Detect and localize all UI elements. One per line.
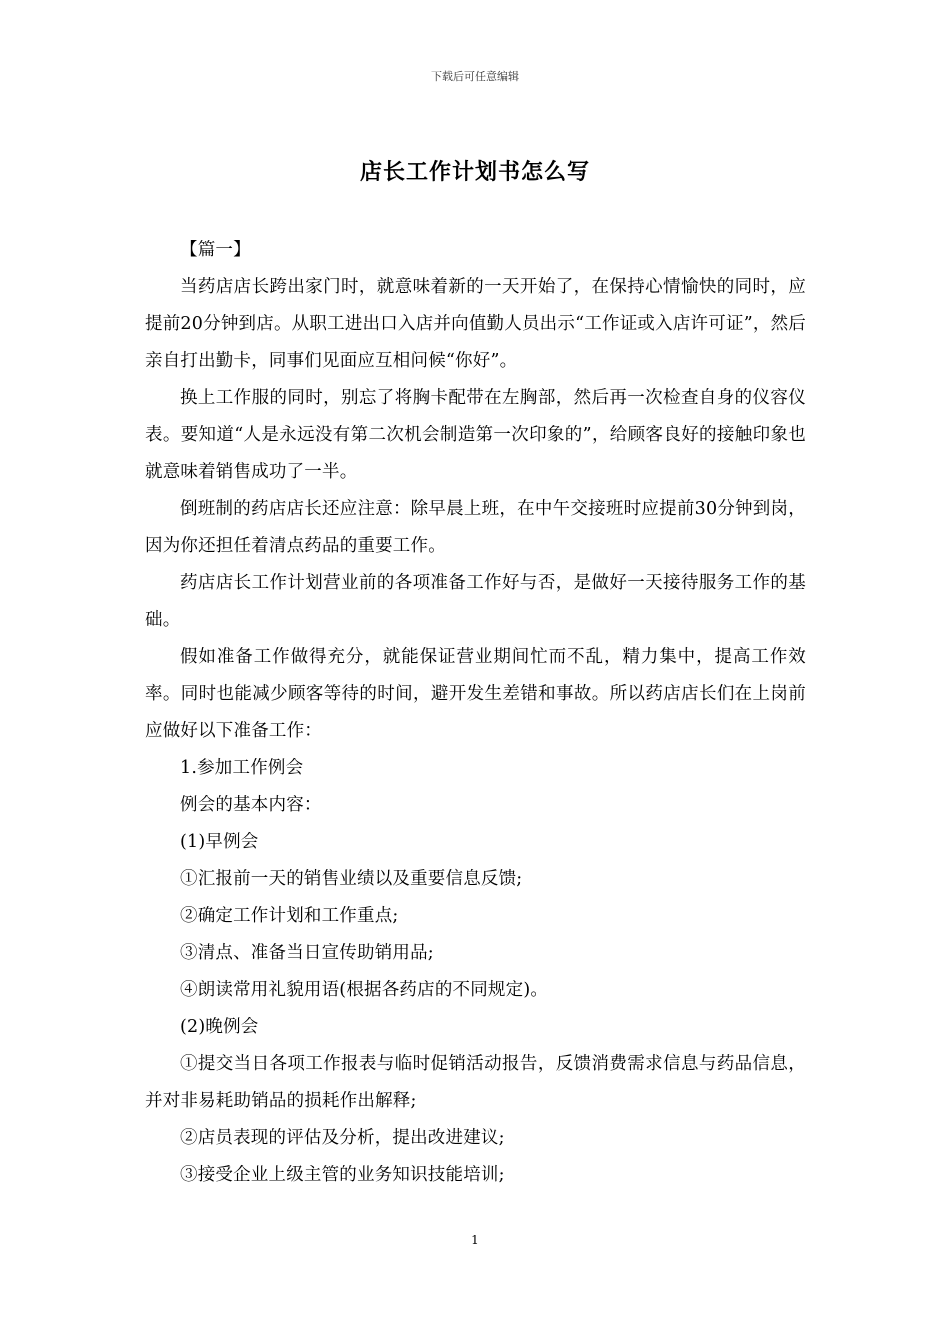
list-item: ①提交当日各项工作报表与临时促销活动报告，反馈消费需求信息与药品信息，并对非易耗助销品的损耗作出解释; bbox=[145, 1054, 806, 1111]
list-item: ①汇报前一天的销售业绩以及重要信息反馈; bbox=[180, 869, 523, 889]
list-item: ③清点、准备当日宣传助销用品; bbox=[180, 943, 434, 963]
subsection-heading: (2)晚例会 bbox=[180, 1017, 259, 1037]
subsection-heading: (1)早例会 bbox=[180, 832, 259, 852]
paragraph: 倒班制的药店店长还应注意：除早晨上班，在中午交接班时应提前30分钟到岗，因为你还担任着清点药品的重要工作。 bbox=[145, 499, 806, 556]
paragraph: 当药店店长跨出家门时，就意味着新的一天开始了，在保持心情愉快的同时，应提前20分钟到店。从职工进出口入店并向值勤人员出示“工作证或入店许可证”，然后亲自打出勤卡，同事们见面应互相问候“你好”。 bbox=[145, 277, 806, 371]
section-heading: 1.参加工作例会 bbox=[180, 758, 304, 778]
list-item: ③接受企业上级主管的业务知识技能培训; bbox=[180, 1165, 505, 1185]
paragraph: 【篇一】 bbox=[180, 240, 251, 260]
paragraph: 药店店长工作计划营业前的各项准备工作好与否，是做好一天接待服务工作的基础。 bbox=[145, 573, 806, 630]
list-item: ④朗读常用礼貌用语(根据各药店的不同规定)。 bbox=[180, 980, 549, 1000]
list-item: ②确定工作计划和工作重点; bbox=[180, 906, 399, 926]
document-title: 店长工作计划书怎么写 bbox=[359, 159, 590, 185]
paragraph: 假如准备工作做得充分，就能保证营业期间忙而不乱，精力集中，提高工作效率。同时也能减少顾客等待的时间，避开发生差错和事故。所以药店店长们在上岗前应做好以下准备工作： bbox=[145, 647, 806, 741]
list-item: ②店员表现的评估及分析，提出改进建议; bbox=[180, 1128, 505, 1148]
paragraph: 例会的基本内容： bbox=[180, 795, 322, 815]
header-note: 下载后可任意编辑 bbox=[431, 70, 519, 83]
paragraph: 换上工作服的同时，别忘了将胸卡配带在左胸部，然后再一次检查自身的仪容仪表。要知道“人是永远没有第二次机会制造第一次印象的”，给顾客良好的接触印象也就意味着销售成功了一半。 bbox=[145, 388, 806, 482]
page-number: 1 bbox=[471, 1233, 479, 1247]
document-body bbox=[145, 232, 806, 1194]
